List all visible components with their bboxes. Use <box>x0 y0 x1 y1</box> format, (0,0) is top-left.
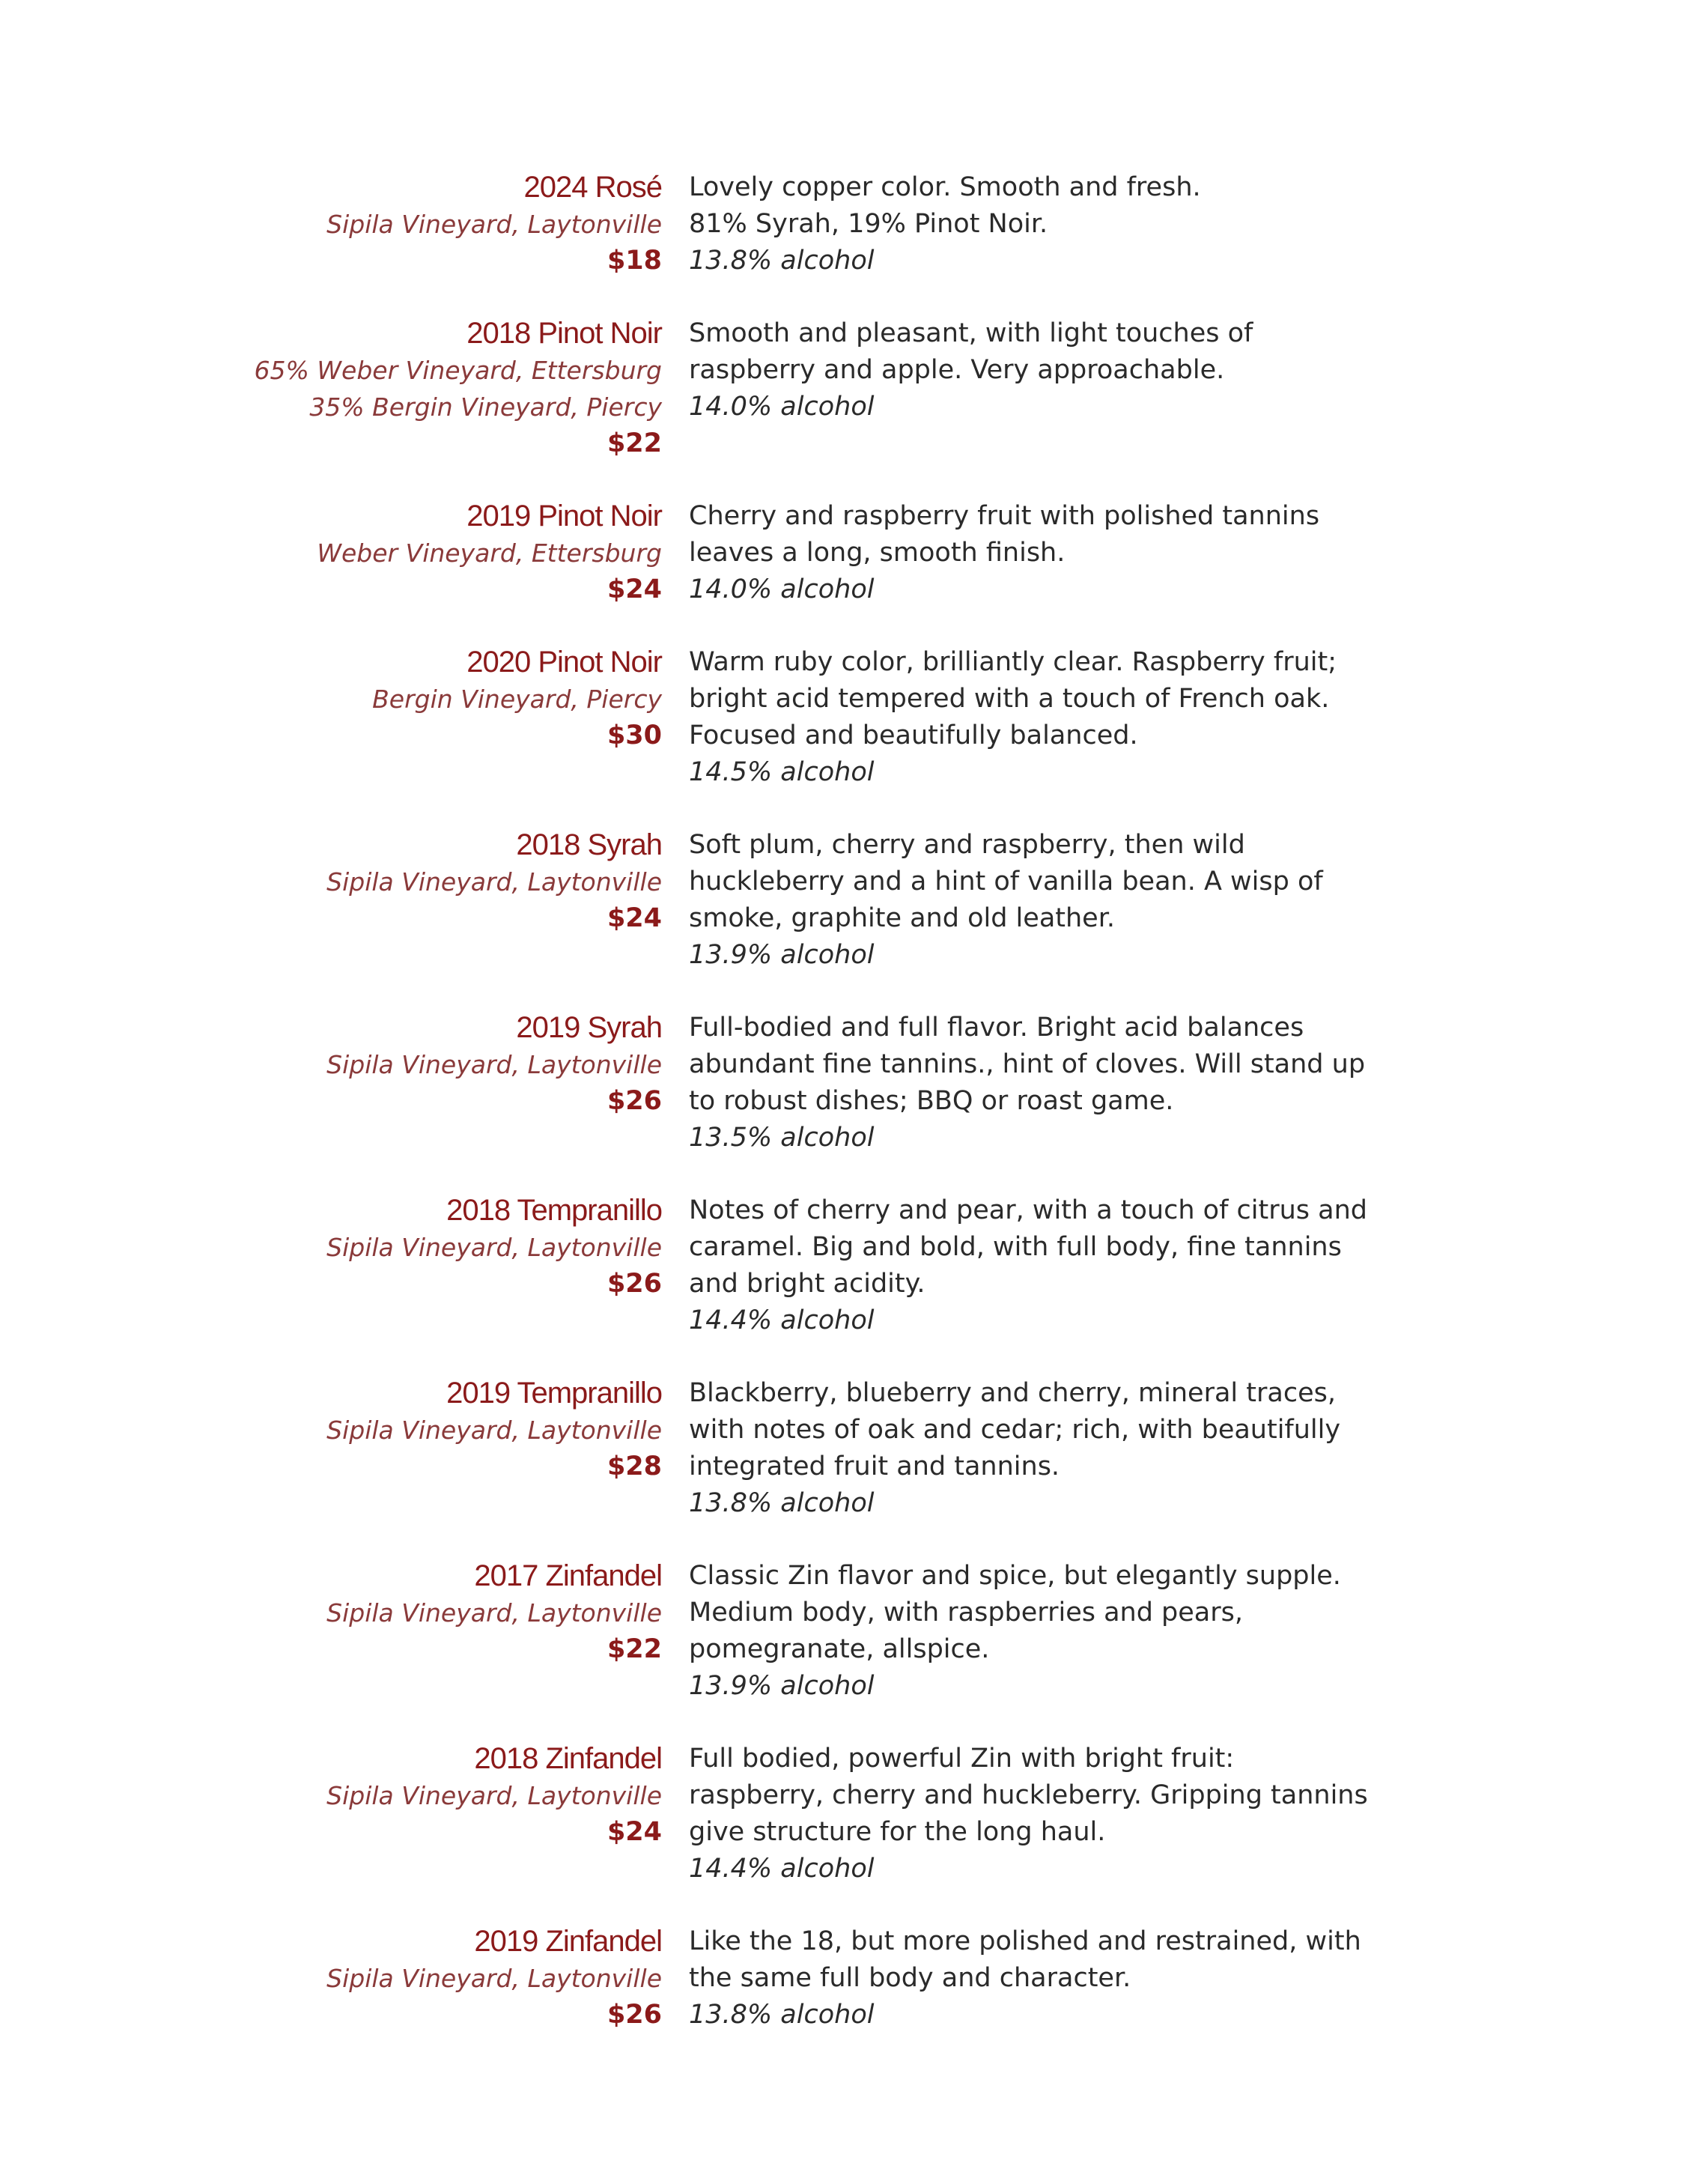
wine-price: $26 <box>607 1269 662 1299</box>
wine-price: $24 <box>607 903 662 933</box>
vineyard-name: Sipila Vineyard, Laytonville <box>326 1233 662 1262</box>
wine-entry <box>0 498 1690 608</box>
vineyard-list <box>0 681 662 718</box>
wine-entry <box>0 1558 1690 1705</box>
alcohol-content: 13.9% alcohol <box>689 940 875 970</box>
tasting-notes: Notes of cherry and pear, with a touch of citrus and caramel. Big and bold, with full body, fine tannins and bright acidity. <box>689 1195 1368 1299</box>
alcohol-content: 14.5% alcohol <box>689 757 875 787</box>
wine-name: 2018 Pinot Noir <box>466 317 662 350</box>
tasting-notes: Cherry and raspberry fruit with polished tannins leaves a long, smooth finish. <box>689 501 1320 568</box>
vineyard-name: Sipila Vineyard, Laytonville <box>326 1964 662 1993</box>
vineyard-name: Weber Vineyard, Ettersburg <box>317 539 662 568</box>
vineyard-name: Sipila Vineyard, Laytonville <box>326 210 662 239</box>
vineyard-name: Sipila Vineyard, Laytonville <box>326 1598 662 1628</box>
wine-notes <box>689 644 1438 791</box>
tasting-notes: Smooth and pleasant, with light touches of raspberry and apple. Very approachable. <box>689 318 1253 385</box>
wine-price: $26 <box>607 2000 662 2030</box>
wine-info <box>0 1375 689 1522</box>
wine-menu <box>0 169 1690 2069</box>
wine-price: $24 <box>607 574 662 604</box>
vineyard-name: Sipila Vineyard, Laytonville <box>326 1050 662 1079</box>
tasting-notes: Classic Zin flavor and spice, but elegantly supple. Medium body, with raspberries and pears, pomegranate, allspice. <box>689 1561 1341 1664</box>
wine-info <box>0 1192 689 1339</box>
vineyard-list <box>0 352 662 425</box>
wine-price: $22 <box>607 428 662 458</box>
tasting-notes: Like the 18, but more polished and restrained, with the same full body and character. <box>689 1926 1361 1993</box>
wine-entry <box>0 1192 1690 1339</box>
tasting-notes: Full bodied, powerful Zin with bright fruit: raspberry, cherry and huckleberry. Gripping tannins give structure for the long haul. <box>689 1744 1368 1847</box>
wine-info <box>0 644 689 791</box>
wine-notes <box>689 1375 1438 1522</box>
wine-notes <box>689 1741 1438 1887</box>
vineyard-list <box>0 1960 662 1997</box>
wine-notes <box>689 1010 1438 1156</box>
wine-name: 2018 Tempranillo <box>446 1194 662 1227</box>
wine-entry <box>0 827 1690 974</box>
wine-name: 2018 Zinfandel <box>474 1742 662 1775</box>
wine-name: 2019 Zinfandel <box>474 1925 662 1958</box>
tasting-notes: Blackberry, blueberry and cherry, mineral traces, with notes of oak and cedar; rich, with beautifully integrated fruit and tannins. <box>689 1378 1341 1481</box>
wine-name: 2017 Zinfandel <box>474 1559 662 1592</box>
wine-price: $22 <box>607 1634 662 1664</box>
wine-price: $18 <box>607 246 662 276</box>
wine-info <box>0 1741 689 1887</box>
vineyard-list <box>0 206 662 243</box>
wine-name: 2019 Pinot Noir <box>466 500 662 533</box>
wine-entry <box>0 1923 1690 2033</box>
wine-name: 2018 Syrah <box>516 828 662 861</box>
alcohol-content: 14.4% alcohol <box>689 1305 875 1335</box>
wine-name: 2020 Pinot Noir <box>466 646 662 679</box>
vineyard-name: Sipila Vineyard, Laytonville <box>326 1416 662 1445</box>
wine-entry <box>0 169 1690 279</box>
wine-notes <box>689 1558 1438 1705</box>
vineyard-list <box>0 864 662 900</box>
alcohol-content: 14.0% alcohol <box>689 574 875 604</box>
vineyard-list <box>0 1229 662 1266</box>
wine-price: $24 <box>607 1817 662 1847</box>
vineyard-list <box>0 1595 662 1631</box>
wine-price: $30 <box>607 721 662 750</box>
wine-entry <box>0 1375 1690 1522</box>
alcohol-content: 14.4% alcohol <box>689 1854 875 1884</box>
alcohol-content: 14.0% alcohol <box>689 392 875 422</box>
wine-info <box>0 315 689 462</box>
wine-info <box>0 169 689 279</box>
wine-name: 2019 Tempranillo <box>446 1377 662 1410</box>
wine-price: $28 <box>607 1452 662 1481</box>
tasting-notes: Soft plum, cherry and raspberry, then wild huckleberry and a hint of vanilla bean. A wisp of smoke, graphite and old leather. <box>689 830 1323 933</box>
tasting-notes: Full-bodied and full flavor. Bright acid balances abundant fine tannins., hint of cloves. Will stand up to robust dishes; BBQ or roast game. <box>689 1013 1366 1116</box>
wine-name: 2019 Syrah <box>516 1011 662 1044</box>
wine-notes <box>689 1192 1438 1339</box>
wine-notes <box>689 498 1438 608</box>
wine-info <box>0 1558 689 1705</box>
wine-notes <box>689 315 1438 462</box>
wine-name: 2024 Rosé <box>523 171 662 204</box>
alcohol-content: 13.9% alcohol <box>689 1671 875 1701</box>
wine-info <box>0 1010 689 1156</box>
vineyard-name: 65% Weber Vineyard, Ettersburg <box>254 356 662 385</box>
vineyard-name: Sipila Vineyard, Laytonville <box>326 867 662 897</box>
wine-price: $26 <box>607 1086 662 1116</box>
wine-info <box>0 1923 689 2033</box>
wine-notes <box>689 1923 1438 2033</box>
vineyard-name: Sipila Vineyard, Laytonville <box>326 1781 662 1810</box>
wine-entry <box>0 1741 1690 1887</box>
wine-notes <box>689 827 1438 974</box>
wine-entry <box>0 1010 1690 1156</box>
alcohol-content: 13.5% alcohol <box>689 1123 875 1153</box>
vineyard-list <box>0 1777 662 1814</box>
tasting-notes: Lovely copper color. Smooth and fresh. 81% Syrah, 19% Pinot Noir. <box>689 172 1201 239</box>
vineyard-name: Bergin Vineyard, Piercy <box>372 685 662 714</box>
wine-entry <box>0 315 1690 462</box>
vineyard-list <box>0 1046 662 1083</box>
wine-info <box>0 498 689 608</box>
tasting-notes: Warm ruby color, brilliantly clear. Raspberry fruit; bright acid tempered with a touch of French oak. Focused and beautifully balanced. <box>689 647 1337 750</box>
vineyard-list <box>0 1412 662 1449</box>
vineyard-list <box>0 535 662 571</box>
wine-entry <box>0 644 1690 791</box>
alcohol-content: 13.8% alcohol <box>689 246 875 276</box>
vineyard-name: 35% Bergin Vineyard, Piercy <box>309 392 662 422</box>
alcohol-content: 13.8% alcohol <box>689 2000 875 2030</box>
wine-info <box>0 827 689 974</box>
wine-notes <box>689 169 1438 279</box>
alcohol-content: 13.8% alcohol <box>689 1488 875 1518</box>
